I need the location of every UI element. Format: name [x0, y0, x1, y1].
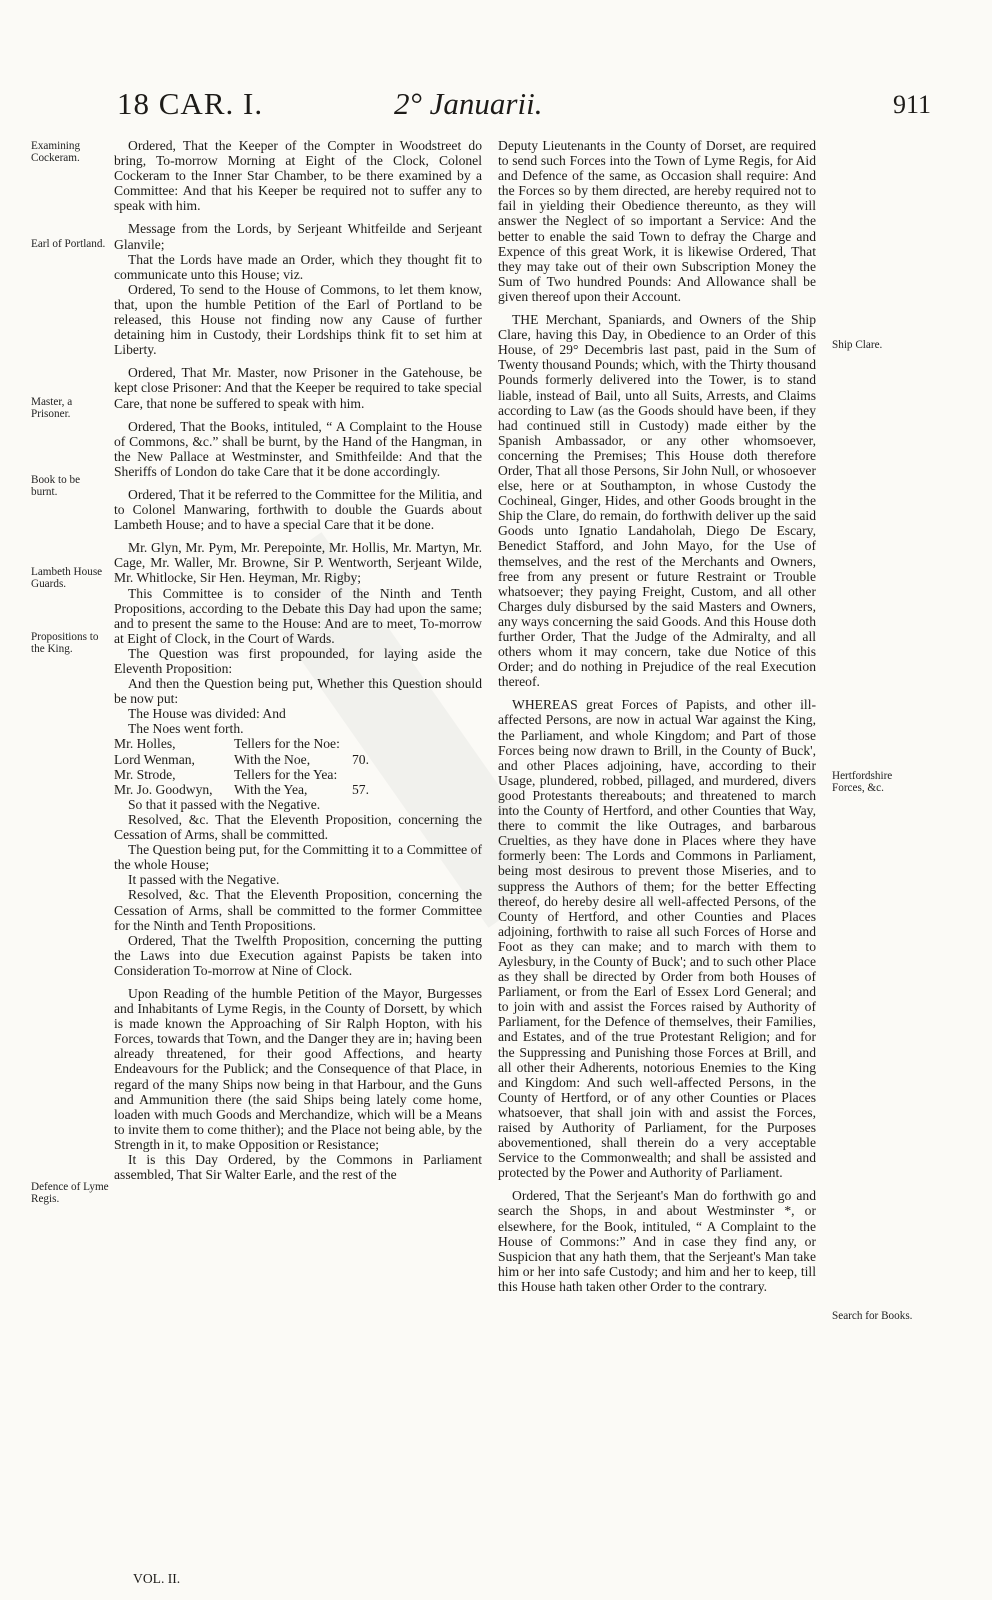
margin-note-search-books: Search for Books.	[832, 1310, 913, 1322]
teller-role: With the Yea,	[234, 781, 308, 797]
paragraph: It is this Day Ordered, by the Commons in Parliament assembled, That Sir Walter Earle, and the rest of the	[114, 1152, 482, 1183]
paragraph: Ordered, That the Books, intituled, “ A Complaint to the House of Commons, &c.” shall be burnt, by the Hand of the Hangman, in the New Pallace at Westminster, and Smithfeilde: And that the Sheriffs of London do take Care that it be done accordingly.	[114, 418, 482, 479]
paragraph: Ordered, That it be referred to the Committee for the Militia, and to Colonel Manwaring, forthwith to double the Guards about Lambeth House; and to have a special Care that it be done.	[114, 486, 482, 533]
margin-note-ship-clare: Ship Clare.	[832, 339, 883, 351]
paragraph: Upon Reading of the humble Petition of the Mayor, Burgesses and Inhabitants of Lyme Regis, in the County of Dorsett, by which is made known the Approaching of Sir Ralph Hopton, with his Forces, towards that Town, and the Danger they are in; having been already threatened, for their good Affections, and hearty Endeavours for the Publick; and the Consequence of that Place, in regard of the many Ships now being in that Harbour, and the Guns and Ammunition there (the said Ships being lately come home, loaden with much Goods and Merchandize, which will be a Means to invite them to come thither); and the Place not being able, by the Strength in it, to make Opposition or Resistance;	[114, 985, 482, 1152]
margin-note-master: Master, a Prisoner.	[31, 396, 73, 421]
teller-count: 57.	[352, 781, 369, 797]
page-number: 911	[893, 90, 932, 119]
teller-name: Mr. Holles,	[114, 736, 176, 752]
teller-role: Tellers for the Yea:	[234, 766, 338, 782]
margin-note-propositions: Propositions to the King.	[31, 631, 99, 656]
paragraph: Ordered, That Mr. Master, now Prisoner in the Gatehouse, be kept close Prisoner: And that the Keeper be required to take special Care, that none be suffered to speak with him.	[114, 365, 482, 411]
teller-count	[352, 736, 392, 751]
right-column	[498, 138, 816, 1302]
paragraph: Mr. Glyn, Mr. Pym, Mr. Perepointe, Mr. Hollis, Mr. Martyn, Mr. Cage, Mr. Waller, Mr. Browne, Sir P. Wentworth, Serjeant Wilde, Mr. Whitlocke, Sir Hen. Heyman, Mr. Rigby;	[114, 540, 482, 586]
paragraph: THE Merchant, Spaniards, and Owners of the Ship Clare, having this Day, in Obedience to an Order of this House, of 29° Decembris last past, paid in the Sum of Twenty thousand Pounds; which, with the Thirty thousand Pounds formerly delivered into the Tower, is to stand liable, instead of Bail, unto all Suits, Arrests, and Claims according to Law (as the Goods should have been, if they had continued still in Custody) made either by the Spanish Ambassador, or any other whomsoever, concerning the Premises; This House doth therefore Order, That all those Persons, Sir John Null, or whosoever else, here or at Southampton, in whose Custody the Cochineal, Ginger, Hides, and other Goods brought in the Ship the Clare, do remain, do forthwith deliver up the said Goods unto Ignatio Landaholah, Diego De Escary, Benedict Stafford, and John Mayo, for the Use of themselves, and the rest of the Merchants and Owners, free from any present or future Restraint or Trouble whatsoever; they paying Freight, Custom, and all other Charges duly disbursed by the said Masters and Owners, any ways concerning the said Goods. And this House doth further Order, That the Judge of the Admiralty, and all others whom it may concern, take due Notice of this Order; and do nothing in Prejudice of the real Execution thereof.	[498, 312, 816, 690]
left-column	[114, 138, 482, 1182]
regnal-year: 18 CAR. I.	[117, 86, 264, 121]
paragraph: Ordered, That the Serjeant's Man do forthwith go and search the Shops, in and about Westminster *, or elsewhere, for the Book, intituled, “ A Complaint to the House of Commons:” And in case they find any, or Suspicion that any hath them, that the Serjeant's Man take him or her into safe Custody; and him and her to keep, till this House hath taken other Order to the contrary.	[498, 1188, 816, 1294]
volume-footer: VOL. II.	[133, 1571, 181, 1586]
paragraph: The Question being put, for the Committing it to a Committee of the whole House;	[114, 842, 482, 873]
paragraph: And then the Question being put, Whether this Question should be now put:	[114, 676, 482, 707]
paragraph: The House was divided: And	[128, 706, 286, 722]
teller-name: Mr. Strode,	[114, 766, 176, 782]
paragraph: So that it passed with the Negative.	[128, 796, 321, 812]
paragraph: Resolved, &c. That the Eleventh Proposition, concerning the Cessation of Arms, shall be committed to the former Committee for the Ninth and Tenth Propositions.	[114, 887, 482, 933]
paragraph: Message from the Lords, by Serjeant Whitfeilde and Serjeant Glanvile;	[114, 221, 482, 252]
paragraph: Ordered, That the Twelfth Proposition, concerning the putting the Laws into due Execution against Papists be taken into Consideration To-morrow at Nine of Clock.	[114, 932, 482, 978]
teller-role: With the Noe,	[234, 751, 311, 767]
teller-count: 70.	[352, 751, 369, 767]
paragraph: The Noes went forth.	[128, 721, 244, 737]
paragraph: Ordered, That the Keeper of the Compter in Woodstreet do bring, To-morrow Morning at Eight of the Clock, Colonel Cockeram to the Inner Star Chamber, to be there examined by a Committee: And that his Keeper be required not to suffer any to speak with him.	[114, 138, 482, 214]
paragraph: The Question was first propounded, for laying aside the Eleventh Proposition:	[114, 645, 482, 676]
paragraph: WHEREAS great Forces of Papists, and other ill-affected Persons, are now in actual War against the King, the Parliament, and whole Kingdom; and Part of those Forces being now drawn to Brill, in the County of Buck', and other Places adjoining, have, according to their Usage, plundered, robbed, pillaged, and murdered, divers good Protestants thereabouts; and threatened to march into the County of Hertford, and other Counties that Way, there to commit the like Outrages, and barbarous Cruelties, as they have done in Places where they have formerly been: The Lords and Commons in Parliament, being most desirous to prevent those Miseries, and to suppress the Authors of them; for the better Effecting thereof, do hereby desire all well-affected Persons, of the County of Hertford, and other Counties and Places adjoining, forthwith to raise all such Forces of Horse and Foot as they can make; and to march with them to Aylesbury, in the County of Buck'; and to such other Place as they shall be directed by Order from both Houses of Parliament, or from the Earl of Essex Lord General; and to join with and assist the Forces raised by Authority of Parliament, for the Defence of themselves, their Families, and Estates, and of the true Protestant Religion; and for the Suppressing and Punishing those Forces at Brill, and all other their Adherents, notorious Enemies to the King and Kingdom: And such well-affected Persons, in the County of Hertford, or of any other Counties or Places whatsoever, that shall join with and assist the Forces, raised by Authority of Parliament, for the Purposes abovementioned, shall therein do a very acceptable Service to the Commonwealth; and shall be assisted and protected by the Power and Authority of Parliament.	[498, 697, 816, 1181]
margin-note-book-burnt: Book to be burnt.	[31, 474, 81, 499]
tellers-table	[114, 736, 482, 796]
paragraph: It passed with the Negative.	[128, 872, 280, 888]
teller-count	[352, 767, 392, 782]
margin-note-lyme-regis: Defence of Lyme Regis.	[31, 1181, 109, 1206]
teller-role: Tellers for the Noe:	[234, 736, 340, 752]
margin-note-lambeth: Lambeth House Guards.	[31, 566, 103, 591]
paragraph: This Committee is to consider of the Ninth and Tenth Propositions, according to the Debate this Day had upon the same; and to present the same to the House: And are to meet, To-morrow at Eight of Clock, in the Court of Wards.	[114, 585, 482, 646]
teller-name: Mr. Jo. Goodwyn,	[114, 781, 213, 797]
margin-note-examining: Examining Cockeram.	[31, 140, 81, 165]
page-date: 2° Januarii.	[394, 86, 543, 121]
paragraph: Resolved, &c. That the Eleventh Proposition, concerning the Cessation of Arms, shall be committed.	[114, 811, 482, 843]
margin-note-hertfordshire: Hertfordshire Forces, &c.	[832, 770, 893, 795]
paragraph: That the Lords have made an Order, which they thought fit to communicate unto this House; viz.	[114, 251, 482, 282]
paragraph: Deputy Lieutenants in the County of Dorset, are required to send such Forces into the Town of Lyme Regis, for Aid and Defence of the same, as Occasion shall require: And the Forces so by them directed, are hereby required not to fail in yielding their Obedience thereunto, as they will answer the Neglect of so important a Service: And the better to enable the said Town to defray the Charge and Expence of this great Work, it is likewise Ordered, That they may take out of their own Subscription Money the Sum of Two hundred Pounds: And Allowance shall be given thereof upon their Account.	[498, 138, 816, 304]
teller-name: Lord Wenman,	[114, 751, 195, 767]
paragraph: Ordered, To send to the House of Commons, to let them know, that, upon the humble Petition of the Earl of Portland to be released, this House not finding now any Cause of further detaining him in Custody, their Lordships think fit to set him at Liberty.	[114, 281, 482, 358]
running-header	[0, 86, 992, 126]
margin-note-earl-portland: Earl of Portland.	[31, 238, 106, 250]
